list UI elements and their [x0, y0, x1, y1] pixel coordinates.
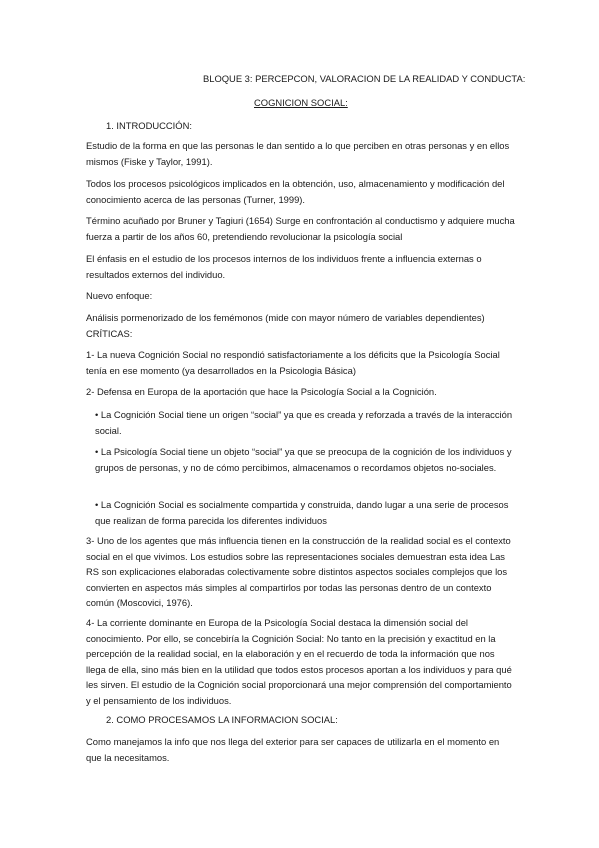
paragraph: Término acuñado por Bruner y Tagiuri (1654) Surge en confrontación al conductismo y adquiere mucha fuerza a partir de los años 60, pretendiendo revolucionar la psicología social [86, 215, 515, 242]
bullet-item: • La Cognición Social es socialmente compartida y construida, dando lugar a una serie de procesos que realizan de forma parecida los diferentes individuos [95, 499, 509, 526]
bullet-item: • La Psicología Social tiene un objeto “social” ya que se preocupa de la cognición de los individuos y grupos de personas, y no de cómo percibimos, almacenamos o recordamos objetos no-sociales. [95, 446, 512, 473]
document-title: BLOQUE 3: PERCEPCON, VALORACION DE LA REALIDAD Y CONDUCTA: [203, 73, 526, 84]
bullet-item: • La Cognición Social tiene un origen “social” ya que es creada y reforzada a través de la interacción social. [95, 409, 513, 436]
paragraph: Todos los procesos psicológicos implicados en la obtención, uso, almacenamiento y modificación del conocimiento acerca de las personas (Turner, 1999). [86, 178, 505, 205]
paragraph: Como manejamos la info que nos llega del exterior para ser capaces de utilizarla en el momento en que la necesitamos. [86, 736, 500, 763]
document-subtitle: COGNICION SOCIAL: [254, 97, 348, 108]
section-heading-introduccion: 1. INTRODUCCIÓN: [106, 120, 192, 131]
paragraph: El énfasis en el estudio de los procesos internos de los individuos frente a influencia externas o resultados externos del individuo. [86, 253, 482, 280]
paragraph: 2- Defensa en Europa de la aportación que hace la Psicología Social a la Cognición. [86, 386, 437, 397]
paragraph: 3- Uno de los agentes que más influencia tienen en la construcción de la realidad social es el contexto social en el que vivimos. Los estudios sobre las representaciones sociales demuestran esta idea Las RS son explicaciones elaboradas colectivamente sobre distintos aspectos sociales complejos que los convierten en aspectos más simples al compartirlos por todas las personas dentro de un contexto común (Moscovici, 1976). [86, 535, 511, 609]
section-heading-procesamos: 2. COMO PROCESAMOS LA INFORMACION SOCIAL: [106, 714, 338, 725]
paragraph: Estudio de la forma en que las personas le dan sentido a lo que perciben en otras personas y en ellos mismos (Fiske y Taylor, 1991). [86, 140, 510, 167]
paragraph: 4- La corriente dominante en Europa de la Psicología Social destaca la dimensión social del conocimiento. Por ello, se concebiría la Cognición Social: No tanto en la precisión y exactitud en la percepción de la realidad social, en la elaboración y en el recuerdo de toda la información que nos llega de ella, sino más bien en la utilidad que todos estos procesos aportan a los individuos y para qué les sirven. El estudio de la Cognición social proporcionará una mejor comprensión del comportamiento y el pensamiento de los individuos. [86, 617, 512, 706]
paragraph: Nuevo enfoque: [86, 290, 153, 301]
paragraph-criticas: Análisis pormenorizado de los femémonos (mide con mayor número de variables dependientes) CRÍTICAS: [86, 312, 511, 339]
paragraph: 1- La nueva Cognición Social no respondió satisfactoriamente a los déficits que la Psicología Social tenía en ese momento (ya desarrollados en la Psicologia Básica) [86, 349, 500, 376]
